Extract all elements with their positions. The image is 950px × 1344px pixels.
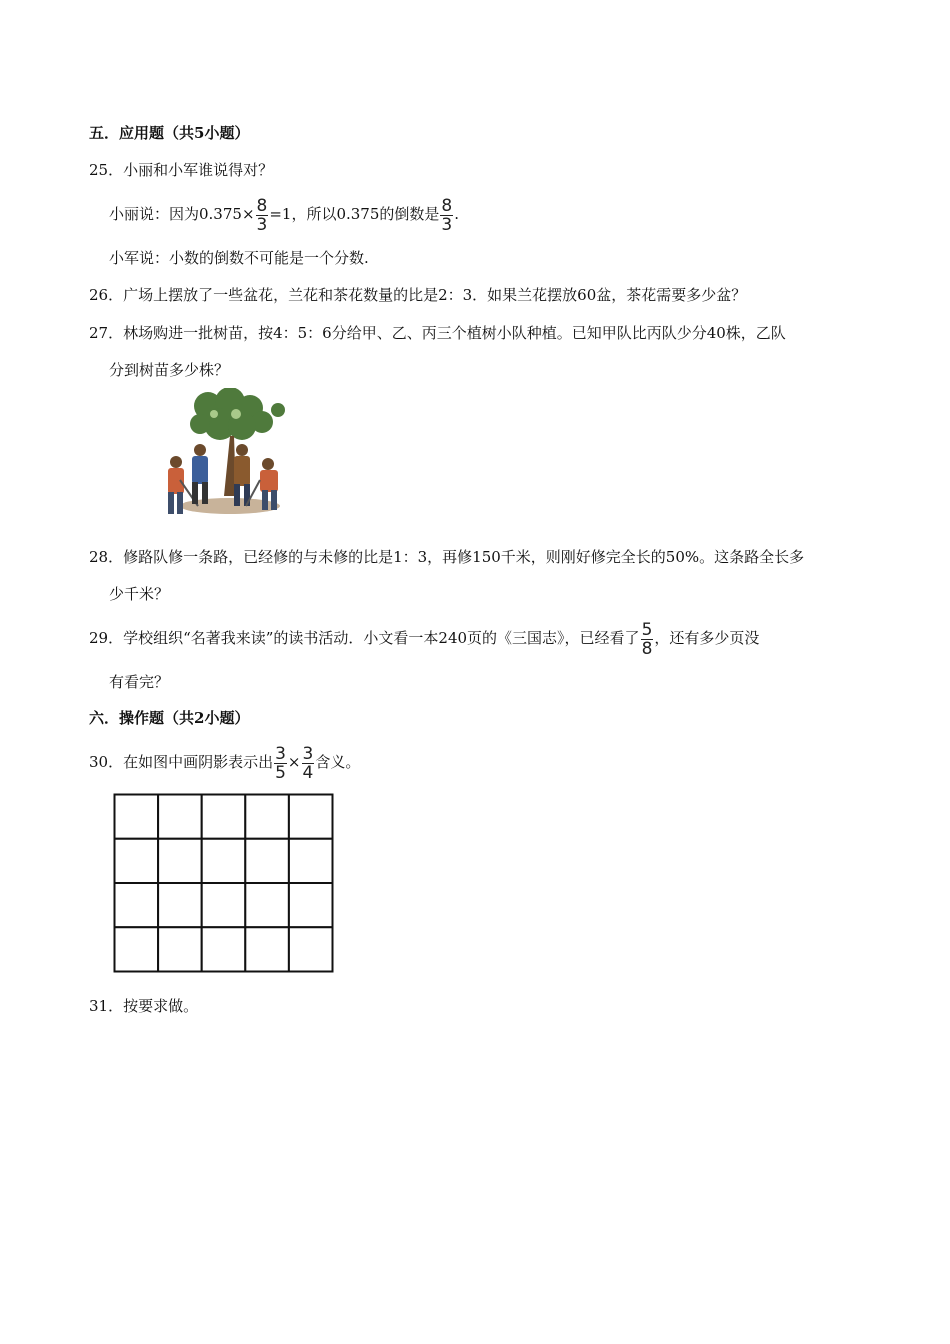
question-29-text-pre: 29．学校组织“名著我来读”的读书活动．小文看一本240页的《三国志》，已经看了 [89,629,640,647]
grid-cell[interactable] [289,927,333,971]
shading-grid[interactable] [113,793,334,973]
grid-cell[interactable] [115,839,159,883]
times-sign: × [287,753,301,771]
question-29-line1 [89,614,759,662]
xiaoli-text-mid: =1，所以0.375的倒数是 [269,205,440,223]
grid-cell[interactable] [202,883,246,927]
question-28-line1: 28．修路队修一条路，已经修的与未修的比是1：3，再修150千米，则刚好修完全长的50%。这条路全长多 [89,548,805,566]
grid-cell[interactable] [202,927,246,971]
question-28-line2: 少千米？ [109,585,170,603]
section-heading-6: 六．操作题（共2小题） [89,709,250,727]
question-25-xiaojun: 小军说：小数的倒数不可能是一个分数. [109,249,369,267]
question-26: 26．广场上摆放了一些盆花，兰花和茶花数量的比是2：3．如果兰花摆放60盆，茶花需要多少盆？ [89,286,747,304]
grid-cell[interactable] [245,795,289,839]
question-30-text-post: 含义。 [315,753,361,771]
question-29-text-post: ，还有多少页没 [654,629,760,647]
question-31: 31．按要求做。 [89,997,199,1015]
question-30 [89,738,360,786]
grid-cell[interactable] [289,883,333,927]
grid-cell[interactable] [158,795,202,839]
section-heading-5: 五．应用题（共5小题） [89,124,250,142]
question-25-stem: 25．小丽和小军谁说得对？ [89,161,274,179]
grid-cell[interactable] [289,839,333,883]
grid-cell[interactable] [115,927,159,971]
grid-cell[interactable] [202,839,246,883]
grid-cell[interactable] [115,883,159,927]
fraction-8-3-b: $\frac{8}{3}$ [441,195,453,235]
fraction-3-4: $\frac{3}{4}$ [302,743,314,783]
question-29-line2: 有看完？ [109,673,170,691]
grid-cell[interactable] [245,883,289,927]
grid-cell[interactable] [158,883,202,927]
question-30-text-pre: 30．在如图中画阴影表示出 [89,753,274,771]
person-middle-left [192,444,208,504]
tree-planting-illustration [150,388,300,528]
grid-cell[interactable] [289,795,333,839]
question-27-line2: 分到树苗多少株？ [109,361,230,379]
grid-cell[interactable] [245,927,289,971]
grid-cell[interactable] [115,795,159,839]
question-25-xiaoli: 小丽说：因为0.375× $\frac{8}{3}$ =1，所以0.375的倒数是 $\frac{8}{3}$ . [109,195,460,235]
fraction-8-3-a: $\frac{8}{3}$ [256,195,268,235]
grid-cell[interactable] [202,795,246,839]
question-27-line1: 27．林场购进一批树苗，按4：5：6分给甲、乙、丙三个植树小队种植。已知甲队比丙队少分40株，乙队 [89,324,786,342]
person-middle-right [234,444,250,506]
grid-cell[interactable] [158,927,202,971]
grid-cell[interactable] [245,839,289,883]
xiaoli-text-pre: 小丽说：因为0.375× [109,205,255,223]
fraction-5-8: $\frac{5}{8}$ [641,619,653,659]
grid-cell[interactable] [158,839,202,883]
fraction-3-5: $\frac{3}{5}$ [275,743,286,783]
